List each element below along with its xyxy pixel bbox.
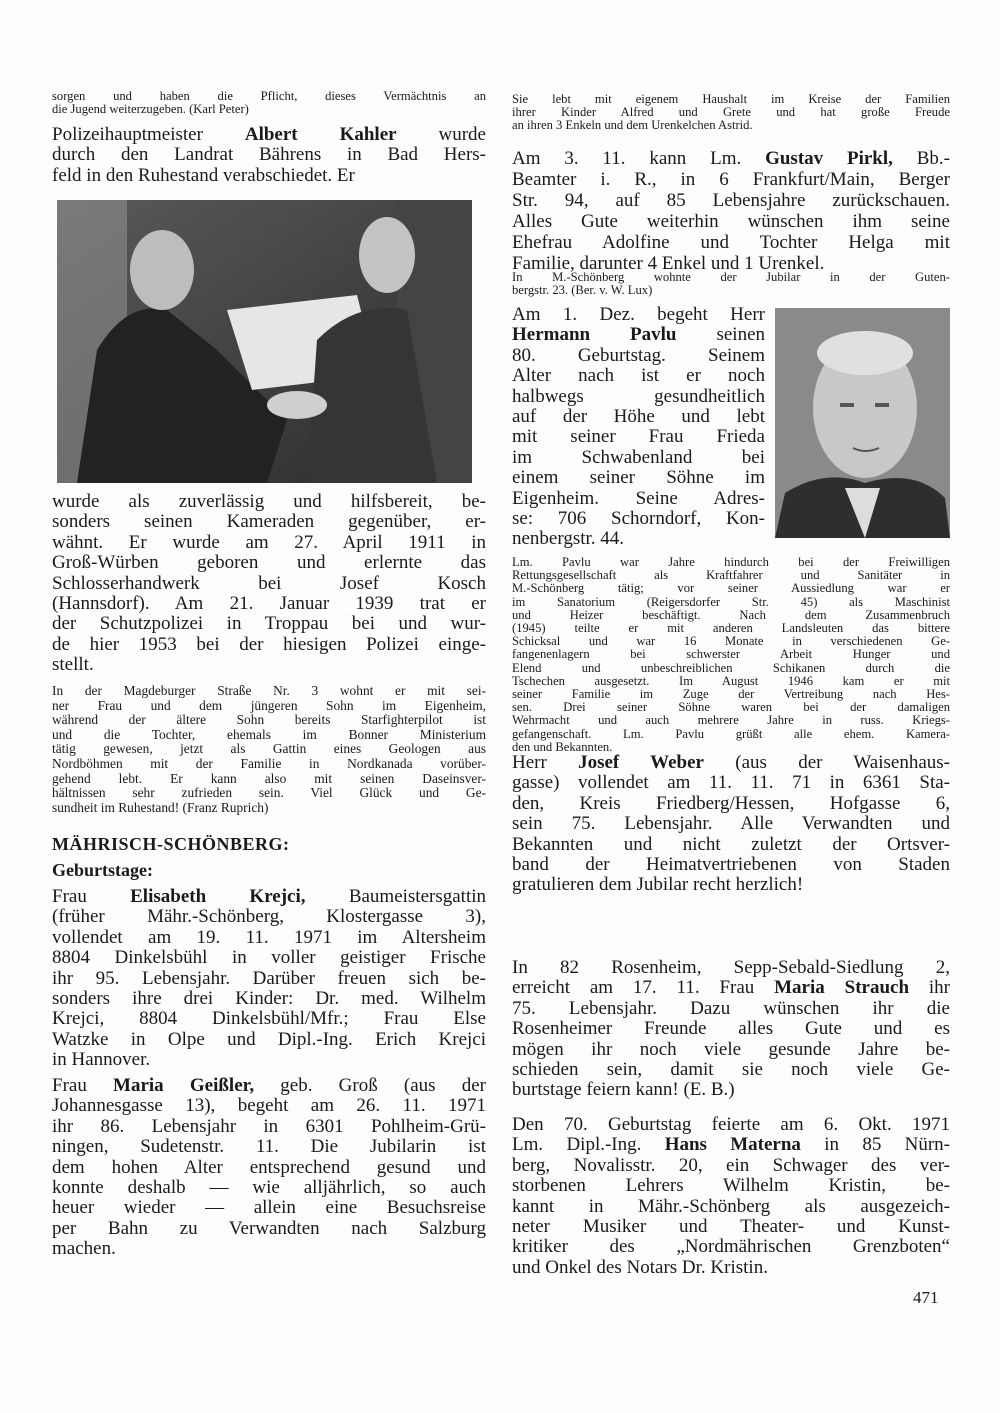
text-line: Beamter i. R., in 6 Frankfurt/Main, Berger [512, 169, 950, 190]
strauch-paragraph [512, 958, 950, 1101]
text-line: Schlosserhandwerk bei Josef Kosch [52, 572, 486, 594]
text-line: Am 3. 11. kann Lm. Gustav Pirkl, Bb.- [512, 148, 950, 169]
name-highlight: Gustav Pirkl, [765, 148, 893, 169]
text-line: Tschechen ausgesetzt. Im August 1946 kam er mit [512, 673, 950, 688]
text-line: 80. Geburtstag. Seinem [512, 344, 765, 366]
text-line: heuer wieder — allein eine Besuchsreise [52, 1197, 486, 1219]
text-line: Str. 94, auf 85 Lebensjahre zurückschauen. [512, 190, 950, 211]
text-line: in Hannover. [52, 1049, 151, 1071]
text-line: Lm. Dipl.-Ing. Hans Materna in 85 Nürn- [512, 1134, 951, 1156]
text-line: wähnt. Er wurde am 27. April 1911 in [52, 531, 486, 553]
subheading-birthdays: Geburtstage: [52, 860, 153, 880]
text-line: Familie, darunter 4 Enkel und 1 Urenkel. [512, 253, 825, 274]
materna-paragraph [512, 1115, 950, 1278]
text-line: sen. Drei seiner Söhne waren bei der damaligen [512, 700, 950, 715]
kahler-body [52, 492, 486, 676]
text-line: (1945) teilte er mit anderen Landsleuten das bittere [512, 621, 950, 636]
text-line: Ehefrau Adolfine und Tochter Helga mit [512, 232, 950, 253]
text-line: Elend und unbeschreiblichen Schikanen durch die [512, 660, 950, 675]
text-line: Herr Josef Weber (aus der Waisenhaus- [512, 752, 950, 773]
text-line: Hermann Pavlu seinen [512, 324, 765, 346]
text-line: wurde als zuverlässig und hilfsbereit, be- [52, 491, 486, 512]
text-line: einem seiner Söhne im [512, 467, 765, 489]
name-highlight: Josef Weber [578, 752, 704, 773]
text-line: Bekannten und nicht zuletzt der Ortsver- [512, 833, 950, 855]
text-line: Sie lebt mit eigenem Haushalt im Kreise der Familien [512, 92, 950, 106]
pirkl-paragraph [512, 148, 950, 274]
name-highlight: Maria Strauch [774, 977, 910, 999]
page-number: 471 [913, 1288, 939, 1307]
text-line: In 82 Rosenheim, Sepp-Sebald-Siedlung 2, [512, 957, 950, 978]
text-line: den, Kreis Friedberg/Hessen, Hofgasse 6, [512, 792, 950, 814]
text-line: Rettungsgesellschaft als Kraftfahrer und Sanitäter in [512, 568, 950, 583]
text-line: seiner Familie im Zuge der Vertreibung nach Hes- [512, 687, 950, 702]
text-line: die Jugend weiterzugeben. (Karl Peter) [52, 102, 249, 117]
text-line: gratulieren dem Jubilar recht herzlich! [512, 874, 804, 896]
text-line: und Heizer beschäftigt. Nach dem Zusammenbruch [512, 607, 950, 622]
text-line: feld in den Ruhestand verabschiedet. Er [52, 164, 355, 186]
text-line: hältnissen sehr zufrieden sein. Viel Glück und Ge- [52, 785, 486, 801]
text-line: stellt. [52, 654, 94, 676]
pavlu-note [512, 556, 950, 754]
text-line: gasse) vollendet am 11. 11. 71 in 6361 Sta- [512, 772, 950, 794]
text-line: im Sanatorium (Reigersdorfer Str. 45) als Maschinist [512, 594, 950, 609]
text-line: Wehrmacht und auch mehrere Jahre in russ. Kriegs- [512, 713, 950, 728]
kahler-intro [52, 125, 486, 186]
text-line: (Hannsdorf). Am 21. Januar 1939 trat er [52, 593, 486, 615]
text-line: bergstr. 23. (Ber. v. W. Lux) [512, 283, 653, 298]
text-line: Johannesgasse 13), begeht am 26. 11. 1971 [52, 1095, 486, 1117]
text-line: M.-Schönberg tätig; vor seiner Aussiedlung war er [512, 581, 950, 596]
text-line: ihr 86. Lebensjahr in 6301 Pohlheim-Grü- [52, 1115, 486, 1137]
name-highlight: Albert Kahler [244, 124, 397, 145]
text-line: Den 70. Geburtstag feierte am 6. Okt. 1971 [512, 1114, 950, 1135]
photo-hermann-pavlu [775, 308, 950, 538]
photo-handshake-ceremony [57, 200, 472, 483]
text-line: In der Magdeburger Straße Nr. 3 wohnt er mit sei- [52, 683, 486, 698]
text-line: kannt in Mähr.-Schönberg als ausgezeich- [512, 1195, 950, 1217]
krejci-paragraph [52, 887, 486, 1071]
text-line: Nordböhmen mit der Familie in Nordkanada vorüber- [52, 755, 486, 771]
weber-paragraph [512, 753, 950, 896]
text-line: konnte deshalb — wie alljährlich, so auch [52, 1177, 486, 1199]
text-line: ihr 95. Lebensjahr. Darüber freuen sich be- [52, 967, 486, 989]
text-line: und die Tochter, ehemals im Bonner Ministerium [52, 726, 486, 742]
text-line: sorgen und haben die Pflicht, dieses Vermächtnis an [52, 89, 486, 103]
text-line: Alles Gute weiterhin wünschen ihm seine [512, 211, 950, 232]
text-line: gehend lebt. Er kann also mit seinen Daseinsver- [52, 770, 486, 786]
text-line: und Onkel des Notars Dr. Kristin. [512, 1256, 768, 1278]
text-line: de hier 1953 bei der hiesigen Polizei einge- [52, 633, 486, 655]
text-line: ihrer Kinder Alfred und Grete und hat große Freude [512, 105, 950, 120]
text-line: sonders ihre drei Kinder: Dr. med. Wilhelm [52, 988, 486, 1010]
text-line: (früher Mähr.-Schönberg, Klostergasse 3), [52, 906, 486, 928]
text-line: band der Heimatvertriebenen von Staden [512, 854, 950, 876]
text-line: halbwegs gesundheitlich [512, 385, 765, 407]
name-highlight: Hans Materna [664, 1134, 801, 1156]
text-line: machen. [52, 1238, 116, 1260]
text-line: Krejci, 8804 Dinkelsbühl/Mfr.; Frau Else [52, 1008, 486, 1030]
text-line: während der ältere Sohn bereits Starfighterpilot ist [52, 712, 486, 728]
text-line: an ihren 3 Enkeln und dem Urenkelchen Astrid. [512, 118, 753, 133]
text-line: erreicht am 17. 11. Frau Maria Strauch ihr [512, 977, 950, 999]
text-line: ner Frau und dem jüngeren Sohn im Eigenheim, [52, 697, 486, 713]
text-line: Polizeihauptmeister Albert Kahler wurde [52, 124, 486, 145]
name-highlight: Hermann Pavlu [512, 324, 677, 346]
text-line: gefangenschaft. Lm. Pavlu grüßt alle ehem. Kamera- [512, 726, 950, 741]
text-line: storbenen Lehrers Wilhelm Kristin, be- [512, 1175, 950, 1197]
pirkl-note [512, 271, 950, 297]
text-line: nenbergstr. 44. [512, 528, 625, 550]
text-line: 75. Lebensjahr. Dazu wünschen ihr die [512, 997, 950, 1019]
text-line: neter Musiker und Theater- und Kunst- [512, 1216, 950, 1238]
text-line: Frau Elisabeth Krejci, Baumeistersgattin [52, 886, 487, 907]
text-line: burtstage feiern kann! (E. B.) [512, 1079, 735, 1101]
text-line: kritiker des „Nordmährischen Grenzboten“ [512, 1236, 950, 1258]
text-line: Lm. Pavlu war Jahre hindurch bei der Freiwilligen [512, 555, 950, 569]
kahler-note [52, 684, 486, 815]
geissler-paragraph [52, 1076, 486, 1260]
text-line: der Schutzpolizei in Troppau bei und wur- [52, 613, 486, 635]
text-line: Rosenheimer Freunde alles Gute und es [512, 1018, 950, 1040]
text-line: se: 706 Schorndorf, Kon- [512, 508, 765, 530]
section-heading: MÄHRISCH-SCHÖNBERG: [52, 834, 290, 854]
text-line: fangenenlagern bei schwerster Arbeit Hunger und [512, 647, 950, 662]
text-line: tätig gewesen, jetzt als Gattin eines Geologen aus [52, 741, 486, 757]
text-line: auf der Höhe und lebt [512, 406, 765, 428]
intro-note-left [52, 90, 486, 116]
text-line: mit seiner Frau Frieda [512, 426, 765, 448]
text-line: sein 75. Lebensjahr. Alle Verwandten und [512, 813, 950, 835]
text-line: mögen ihr noch viele gesunde Jahre be- [512, 1038, 950, 1060]
text-line: ningen, Sudetenstr. 11. Die Jubilarin ist [52, 1136, 486, 1158]
text-line: vollendet am 19. 11. 1971 im Altersheim [52, 926, 486, 948]
text-line: sundheit im Ruhestand! (Franz Ruprich) [52, 799, 269, 815]
text-line: den und Bekannten. [512, 739, 613, 754]
text-line: Schicksal und war 16 Monate in verschiedenen Ge- [512, 634, 950, 649]
text-line: schieden sein, damit sie noch viele Ge- [512, 1059, 950, 1081]
text-line: im Schwabenland bei [512, 446, 765, 468]
text-line: Eigenheim. Seine Adres- [512, 487, 765, 509]
intro-note-right [512, 93, 950, 133]
text-line: durch den Landrat Bährens in Bad Hers- [52, 144, 486, 166]
pavlu-paragraph [512, 305, 765, 550]
text-line: Am 1. Dez. begeht Herr [512, 304, 765, 325]
text-line: In M.-Schönberg wohnte der Jubilar in der Guten- [512, 270, 950, 284]
text-line: berg, Novalisstr. 20, ein Schwager des ver- [512, 1154, 950, 1176]
name-highlight: Maria Geißler, [113, 1075, 255, 1096]
text-line: 8804 Dinkelsbühl in voller geistiger Frische [52, 947, 486, 969]
text-line: sonders seinen Kameraden gegenüber, er- [52, 511, 486, 533]
name-highlight: Elisabeth Krejci, [130, 886, 306, 907]
text-line: Watzke in Olpe und Dipl.-Ing. Erich Krejci [52, 1028, 486, 1050]
text-line: Alter nach ist er noch [512, 365, 765, 387]
text-line: dem hohen Alter entsprechend gesund und [52, 1156, 486, 1178]
text-line: Groß-Würben geboren und erlernte das [52, 552, 486, 574]
text-line: per Bahn zu Verwandten nach Salzburg [52, 1217, 486, 1239]
text-line: Frau Maria Geißler, geb. Groß (aus der [52, 1075, 486, 1096]
